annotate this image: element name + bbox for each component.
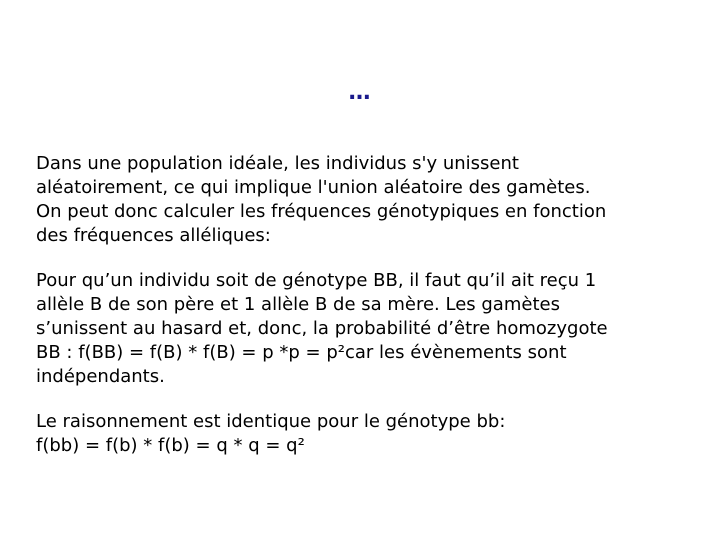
paragraph-random-mating: Dans une population idéale, les individus s'y unissent aléatoirement, ce qui implique l'union aléatoire des gamètes. On peut donc calculer les fréquences génotypiques en fonction des fréquences alléliques: xyxy=(36,153,607,246)
paragraph-genotype-bb-dominant: Pour qu’un individu soit de génotype BB, il faut qu’il ait reçu 1 allèle B de son père et 1 allèle B de sa mère. Les gamètes s’unissent au hasard et, donc, la probabilité d’être homozygote BB : f(BB) = f(B) * f(B) = p *p = p²car les évènements sont indépendants. xyxy=(36,270,608,387)
slide-body xyxy=(36,152,686,458)
paragraph-genotype-bb-recessive: Le raisonnement est identique pour le génotype bb: f(bb) = f(b) * f(b) = q * q = q² xyxy=(36,411,506,456)
slide-title: … xyxy=(348,80,372,105)
